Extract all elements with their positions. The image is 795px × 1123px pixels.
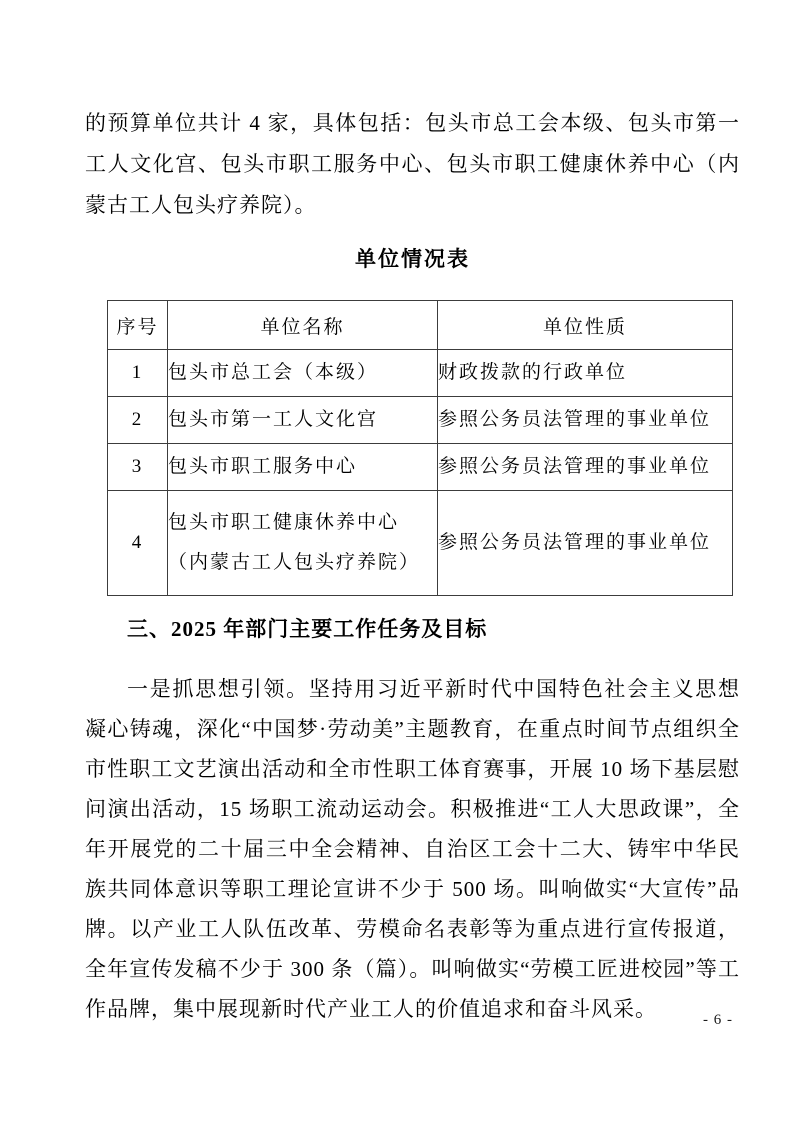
table-header-nature: 单位性质 xyxy=(438,301,733,350)
table-cell-nature: 参照公务员法管理的事业单位 xyxy=(438,444,733,491)
table-row xyxy=(108,397,733,444)
section-heading: 三、2025 年部门主要工作任务及目标 xyxy=(127,617,488,641)
page-number: - 6 - xyxy=(703,1012,733,1028)
table-cell-seq: 1 xyxy=(108,350,168,397)
table-header-seq: 序号 xyxy=(108,301,168,350)
table-header-row xyxy=(108,301,733,350)
table-cell-seq: 4 xyxy=(108,491,168,596)
section-body-paragraph: 一是抓思想引领。坚持用习近平新时代中国特色社会主义思想凝心铸魂，深化“中国梦·劳动美”主题教育，在重点时间节点组织全市性职工文艺演出活动和全市性职工体育赛事，开展 10 场下基层慰问演出活动，15 场职工流动运动会。积极推进“工人大思政课”，全年开展党的二十届三中全会精神、自治区工会十二大、铸牢中华民族共同体意识等职工理论宣讲不少于 500 场。叫响做实“大宣传”品牌。以产业工人队伍改革、劳模命名表彰等为重点进行宣传报道，全年宣传发稿不少于 300 条（篇）。叫响做实“劳模工匠进校园”等工作品牌，集中展现新时代产业工人的价值追求和奋斗风采。 xyxy=(85,677,740,1021)
table-row xyxy=(108,491,733,596)
table-title: 单位情况表 xyxy=(355,247,470,271)
table-cell-name: 包头市总工会（本级） xyxy=(168,350,438,397)
table-cell-seq: 3 xyxy=(108,444,168,491)
table-cell-name: 包头市职工健康休养中心（内蒙古工人包头疗养院） xyxy=(168,491,438,596)
table-header-name: 单位名称 xyxy=(168,301,438,350)
table-cell-nature: 财政拨款的行政单位 xyxy=(438,350,733,397)
table-cell-name: 包头市职工服务中心 xyxy=(168,444,438,491)
intro-paragraph: 的预算单位共计 4 家，具体包括：包头市总工会本级、包头市第一工人文化宫、包头市职工服务中心、包头市职工健康休养中心（内蒙古工人包头疗养院）。 xyxy=(85,111,740,217)
unit-info-table xyxy=(107,300,733,596)
table-row xyxy=(108,444,733,491)
table-cell-name: 包头市第一工人文化宫 xyxy=(168,397,438,444)
table-cell-seq: 2 xyxy=(108,397,168,444)
table-cell-nature: 参照公务员法管理的事业单位 xyxy=(438,491,733,596)
table-row xyxy=(108,350,733,397)
table-cell-nature: 参照公务员法管理的事业单位 xyxy=(438,397,733,444)
document-content xyxy=(85,103,740,1029)
